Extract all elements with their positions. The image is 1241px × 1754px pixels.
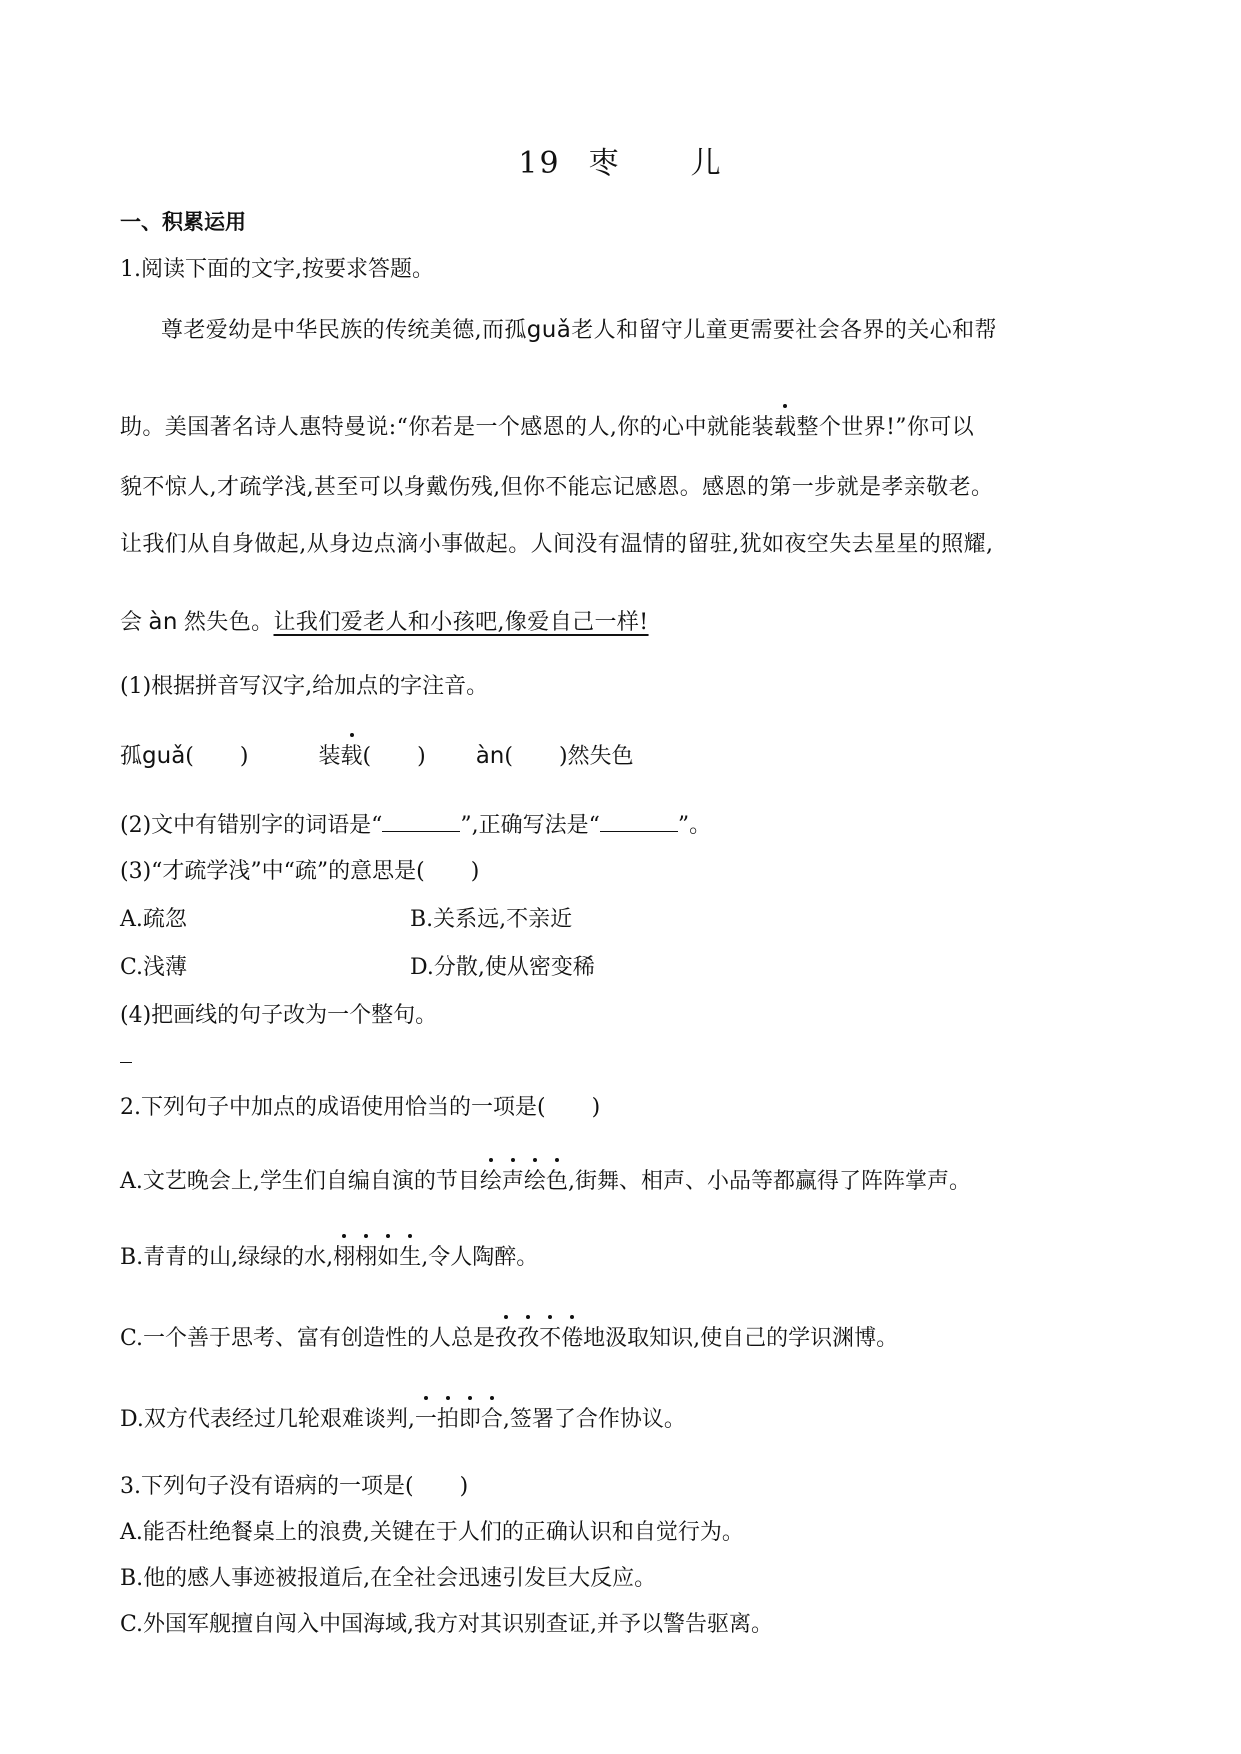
page-title xyxy=(0,138,1241,182)
dotted-char: 栩 xyxy=(333,1243,355,1273)
option-c: C.浅薄 xyxy=(120,955,188,980)
dotted-char: 拍 xyxy=(437,1405,459,1435)
q2-option-b: B.青青的山,绿绿的水,栩栩如生,令人陶醉。 xyxy=(120,1243,538,1273)
option-b: B.关系远,不亲近 xyxy=(410,907,573,932)
dotted-char-zai-2: 载 xyxy=(341,742,363,772)
dotted-char: 绘 xyxy=(524,1167,546,1197)
q1-sub3-options-ab xyxy=(120,905,573,935)
dotted-char-zai: 载 xyxy=(774,413,796,443)
passage-line-3: 貌不惊人,才疏学浅,甚至可以身戴伤残,但你不能忘记感恩。感恩的第一步就是孝亲敬老。 xyxy=(120,475,994,500)
option-a: A.疏忽 xyxy=(120,907,187,932)
lesson-number: 19 xyxy=(518,146,561,181)
q1-sub3-options-cd xyxy=(120,953,595,983)
q1-sub1-items: 孤guǎ( ) 装载( ) àn( )然失色 xyxy=(120,741,634,772)
q2-stem: 2.下列句子中加点的成语使用恰当的一项是( ) xyxy=(120,1095,601,1120)
q3-option-a: A.能否杜绝餐桌上的浪费,关键在于人们的正确认识和自觉行为。 xyxy=(120,1520,744,1545)
dotted-char: 倦 xyxy=(561,1324,583,1354)
dotted-char: 如 xyxy=(377,1243,399,1273)
answer-blank-2[interactable] xyxy=(600,811,678,832)
title-char-1: 枣 xyxy=(588,146,621,181)
pinyin-an: àn xyxy=(148,609,178,635)
answer-line xyxy=(120,1062,132,1063)
q3-option-b: B.他的感人事迹被报道后,在全社会迅速引发巨大反应。 xyxy=(120,1566,657,1591)
pinyin-gua: guǎ xyxy=(526,317,572,343)
title-char-2: 儿 xyxy=(690,146,723,181)
dotted-char: 声 xyxy=(502,1167,524,1197)
q3-option-c: C.外国军舰擅自闯入中国海域,我方对其识别查证,并予以警告驱离。 xyxy=(120,1612,774,1637)
passage-line-2: 助。美国著名诗人惠特曼说:“你若是一个感恩的人,你的心中就能装载整个世界!”你可以 xyxy=(120,413,974,443)
passage-line-4: 让我们从自身做起,从身边点滴小事做起。人间没有温情的留驻,犹如夜空失去星星的照耀, xyxy=(120,532,994,557)
q2-option-d: D.双方代表经过几轮艰难谈判,一拍即合,签署了合作协议。 xyxy=(120,1405,686,1435)
q2-option-c: C.一个善于思考、富有创造性的人总是孜孜不倦地汲取知识,使自己的学识渊博。 xyxy=(120,1324,898,1354)
dotted-char: 孜 xyxy=(517,1324,539,1354)
dotted-char: 不 xyxy=(539,1324,561,1354)
dotted-char: 合 xyxy=(481,1405,503,1435)
dotted-idiom-b xyxy=(333,1245,421,1270)
q2-option-a: A.文艺晚会上,学生们自编自演的节目绘声绘色,街舞、相声、小品等都赢得了阵阵掌声。 xyxy=(120,1167,971,1197)
dotted-char: 绘 xyxy=(480,1167,502,1197)
q1-sub2: (2)文中有错别字的词语是“ ”,正确写法是“ ”。 xyxy=(120,813,712,838)
dotted-idiom-d xyxy=(415,1407,503,1432)
dotted-idiom-a xyxy=(480,1169,568,1194)
q3-stem: 3.下列句子没有语病的一项是( ) xyxy=(120,1474,469,1499)
option-d: D.分散,使从密变稀 xyxy=(410,955,595,980)
q1-sub1-stem: (1)根据拼音写汉字,给加点的字注音。 xyxy=(120,674,489,699)
answer-blank-1[interactable] xyxy=(382,811,460,832)
passage-line-1: 尊老爱幼是中华民族的传统美德,而孤guǎ老人和留守儿童更需要社会各界的关心和帮 xyxy=(161,317,997,343)
underlined-sentence: 让我们爱老人和小孩吧,像爱自己一样! xyxy=(273,610,649,635)
dotted-char: 色 xyxy=(546,1167,568,1197)
dotted-char: 孜 xyxy=(495,1324,517,1354)
dotted-char: 一 xyxy=(415,1405,437,1435)
q1-sub3-stem: (3)“才疏学浅”中“疏”的意思是( ) xyxy=(120,859,480,884)
dotted-char: 生 xyxy=(399,1243,421,1273)
dotted-char: 栩 xyxy=(355,1243,377,1273)
q1-stem: 1.阅读下面的文字,按要求答题。 xyxy=(120,257,434,282)
dotted-idiom-c xyxy=(495,1326,583,1351)
dotted-char: 即 xyxy=(459,1405,481,1435)
section-heading: 一、积累运用 xyxy=(120,210,246,234)
passage-line-5: 会 àn 然失色。让我们爱老人和小孩吧,像爱自己一样! xyxy=(120,609,649,635)
q1-sub4: (4)把画线的句子改为一个整句。 xyxy=(120,1003,438,1028)
